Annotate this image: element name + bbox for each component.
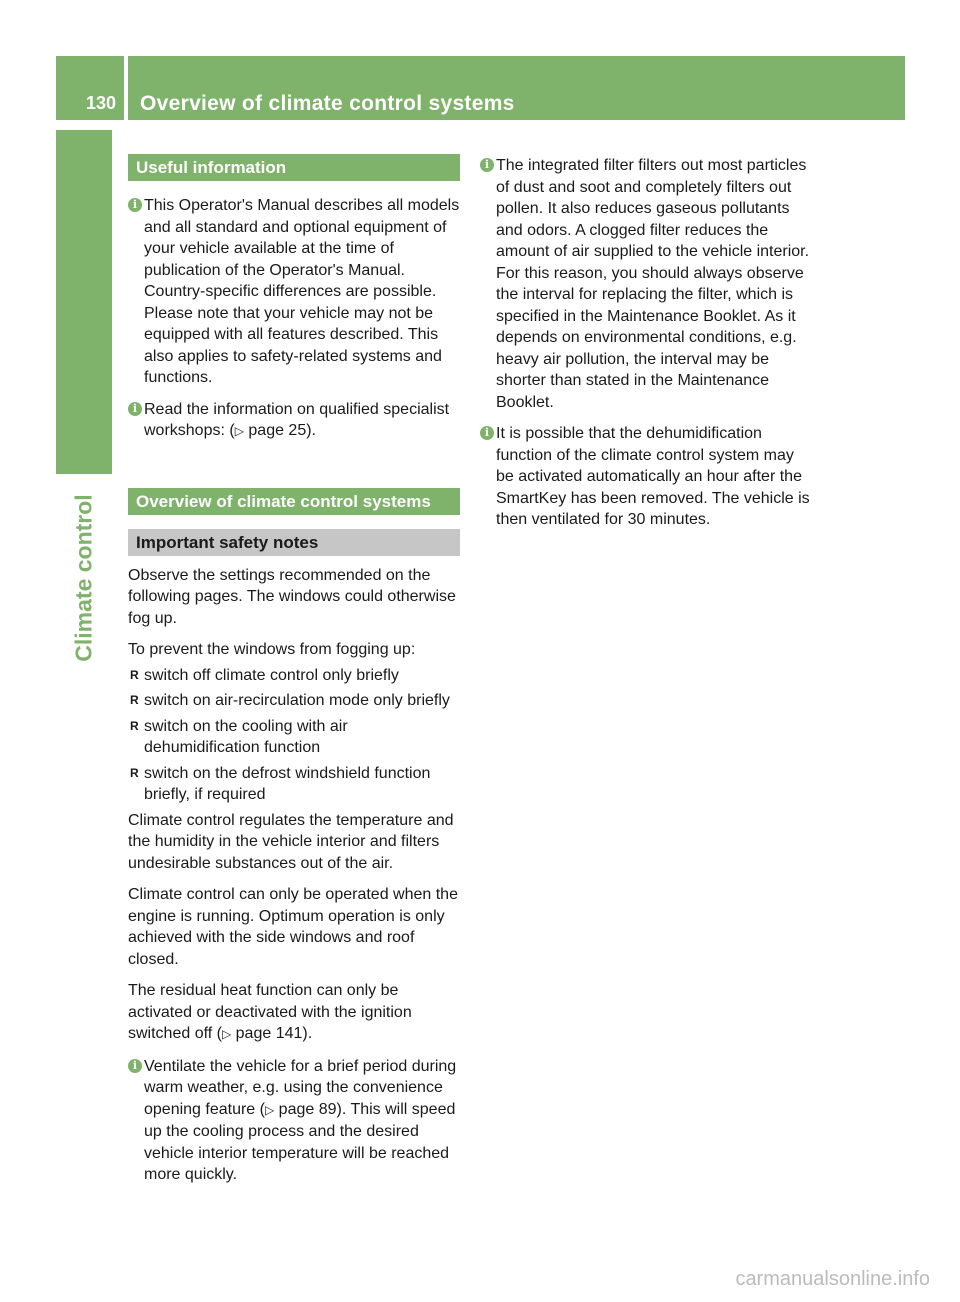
paragraph: To prevent the windows from fogging up: [128,641,416,658]
side-color-block [56,130,112,474]
bullet-list [128,665,460,806]
subsection-heading: Important safety notes [128,529,460,556]
info-icon: i [480,158,494,172]
page-reference-link[interactable]: page 141). [235,1025,313,1042]
chapter-tab[interactable] [56,486,112,670]
info-icon: i [128,402,142,416]
list-item: R switch on the defrost windshield function briefly, if required [130,764,431,803]
page-ref-arrow-icon: ▷ [234,424,244,438]
page-number: 130 [86,93,117,113]
paragraph: Observe the settings recommended on the following pages. The windows could otherwise fog up. [128,566,456,627]
bullet-icon: R [130,718,139,733]
list-item: R switch on air-recirculation mode only briefly [128,690,460,712]
paragraph: Climate control can only be operated when the engine is running. Optimum operation is only achieved with the side windows and roof closed. [128,886,458,968]
info-note: i Ventilate the vehicle for a brief period during warm weather, e.g. using the convenience opening feature (▷ page 89). This will speed up the cooling process and the desired vehicle interior temperature will be reached more quickly. [128,1056,460,1186]
info-note [480,423,816,531]
page-reference-link[interactable]: page 25). [248,422,316,439]
info-note [480,155,816,413]
info-note [128,195,460,389]
paragraph: Climate control regulates the temperature and the humidity in the vehicle interior and filters undesirable substances out of the air. [128,811,454,872]
info-text: Read the information on qualified specialist workshops: ( [144,400,450,439]
page-number-box [56,56,124,120]
info-text: It is possible that the dehumidification function of the climate control system may be activated automatically an hour after the SmartKey has been removed. The vehicle is then ventilated for 30 minutes. [496,425,810,528]
paragraph: The residual heat function can only be activated or deactivated with the ignition switched off (▷ page 141). [128,982,412,1042]
useful-information-heading: Useful information [128,154,460,181]
info-icon: i [128,198,142,212]
page-ref-arrow-icon: ▷ [221,1027,232,1041]
page-reference-link[interactable]: page 89). [278,1100,347,1118]
left-column [128,154,460,1196]
bullet-icon: R [130,667,139,682]
info-text: This Operator's Manual describes all models and all standard and optional equipment of your vehicle available at the time of publication of the Operator's Manual. Country-specific differences are possible. Please note that your vehicle may not be equipped with all features described. This also applies to safety-related systems and functions. [144,197,460,386]
info-text: The integrated filter filters out most particles of dust and soot and completely filters out pollen. It also reduces gaseous pollutants and odors. A clogged filter reduces the amount of air supplied to the vehicle interior. For this reason, you should always observe the interval for replacing the filter, which is specified in the Maintenance Booklet. As it depends on environmental conditions, e.g. heavy air pollution, the interval may be shorter than stated in the Maintenance Booklet. [496,157,810,411]
list-item: R switch off climate control only briefly [128,665,460,687]
list-item: R switch on the cooling with air dehumidification function [130,717,348,756]
section-heading: Overview of climate control systems [128,488,460,515]
bullet-icon: R [130,693,139,707]
bullet-icon: R [130,765,139,780]
info-note [128,399,460,443]
right-column [480,155,816,541]
page-ref-arrow-icon: ▷ [264,1102,275,1117]
watermark: carmanualsonline.info [735,1268,930,1290]
info-icon: i [128,1059,142,1073]
header-separator [124,56,128,120]
chapter-tab-label: Climate control [70,494,97,662]
page-header [56,56,905,120]
page-title: Overview of climate control systems [140,92,515,115]
info-icon: i [480,426,494,440]
